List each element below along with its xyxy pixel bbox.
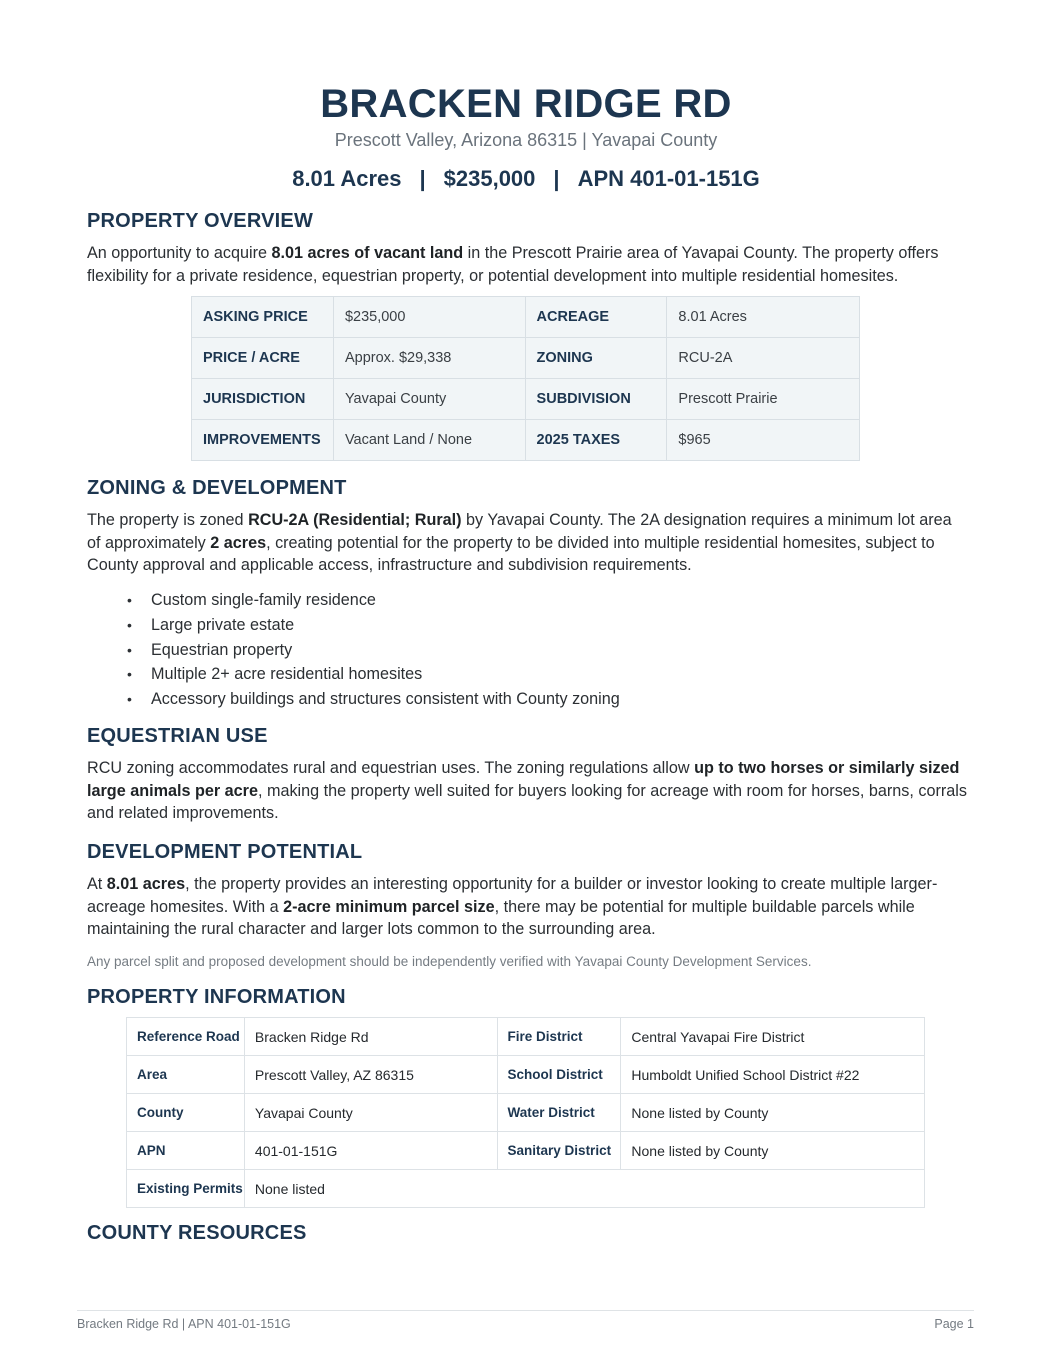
list-item: • Large private estate [127,613,620,638]
section-heading-zoning: ZONING & DEVELOPMENT [87,477,347,499]
property-information-table [126,1017,925,1208]
info-value: Bracken Ridge Rd [244,1018,497,1056]
info-label: Reference Road [127,1018,245,1056]
info-value: Humboldt Unified School District #22 [621,1056,925,1094]
summary-label: 2025 TAXES [525,420,667,461]
info-label: Area [127,1056,245,1094]
section-heading-overview: PROPERTY OVERVIEW [87,210,314,232]
info-value: None listed by County [621,1132,925,1170]
property-summary-table [191,296,860,461]
info-value: Yavapai County [244,1094,497,1132]
table-row [127,1132,925,1170]
summary-label: ZONING [525,338,667,379]
equestrian-paragraph: RCU zoning accommodates rural and equestrian uses. The zoning regulations allow up to two horses or similarly sized large animals per acre, making the property well suited for buyers looking for acreage with room for horses, barns, corrals and related improvements. [87,759,967,822]
list-item: • Accessory buildings and structures consistent with County zoning [127,687,620,712]
section-heading-development: DEVELOPMENT POTENTIAL [87,841,363,863]
footer-divider [77,1310,974,1311]
separator: | [553,166,560,191]
table-row [127,1056,925,1094]
table-row [192,379,860,420]
info-label: County [127,1094,245,1132]
overview-paragraph: An opportunity to acquire 8.01 acres of vacant land in the Prescott Prairie area of Yavapai County. The property offers flexibility for a private residence, equestrian property, or potential development into multiple residential homesites. [87,244,939,285]
info-value: None listed [244,1170,924,1208]
info-value: None listed by County [621,1094,925,1132]
page-subtitle: Prescott Valley, Arizona 86315 | Yavapai County [334,130,718,150]
summary-label: PRICE / ACRE [192,338,334,379]
footer-reference: Bracken Ridge Rd | APN 401-01-151G [77,1317,291,1331]
summary-label: SUBDIVISION [525,379,667,420]
summary-label: ACREAGE [525,297,667,338]
development-note: Any parcel split and proposed development should be independently verified with Yavapai County Development Services. [87,954,812,969]
summary-value: $965 [667,420,860,461]
table-row [127,1170,925,1208]
zoning-paragraph: The property is zoned RCU-2A (Residential; Rural) by Yavapai County. The 2A designation requires a minimum lot area of approximately 2 acres, creating potential for the property to be divided into multiple residential homesites, subject to County approval and applicable access, infrastructure and subdivision requirements. [87,511,952,574]
table-row [127,1094,925,1132]
section-heading-property-info: PROPERTY INFORMATION [87,986,346,1008]
summary-value: $235,000 [333,297,525,338]
key-facts-line [87,166,965,192]
summary-label: ASKING PRICE [192,297,334,338]
table-row [127,1018,925,1056]
summary-value: 8.01 Acres [667,297,860,338]
page-number: Page 1 [934,1317,974,1331]
summary-value: Prescott Prairie [667,379,860,420]
summary-value: Yavapai County [333,379,525,420]
acreage-value: 8.01 Acres [292,166,402,191]
summary-value: Approx. $29,338 [333,338,525,379]
apn-value: APN 401-01-151G [577,166,760,191]
page-title: BRACKEN RIDGE RD [320,82,732,126]
table-row [192,420,860,461]
info-value: Prescott Valley, AZ 86315 [244,1056,497,1094]
list-item: • Equestrian property [127,638,620,663]
info-label: Fire District [497,1018,621,1056]
info-label: APN [127,1132,245,1170]
zoning-uses-list [127,588,620,712]
info-value: Central Yavapai Fire District [621,1018,925,1056]
section-heading-equestrian: EQUESTRIAN USE [87,725,268,747]
table-row [192,338,860,379]
price-value: $235,000 [443,166,536,191]
info-label: Sanitary District [497,1132,621,1170]
summary-label: JURISDICTION [192,379,334,420]
list-item: • Custom single-family residence [127,588,620,613]
info-label: Water District [497,1094,621,1132]
section-heading-county-resources: COUNTY RESOURCES [87,1222,307,1244]
summary-label: IMPROVEMENTS [192,420,334,461]
separator: | [419,166,426,191]
info-label: Existing Permits [127,1170,245,1208]
info-value: 401-01-151G [244,1132,497,1170]
list-item: • Multiple 2+ acre residential homesites [127,662,620,687]
development-paragraph: At 8.01 acres, the property provides an interesting opportunity for a builder or investor looking to create multiple larger-acreage homesites. With a 2-acre minimum parcel size, there may be potential for multiple buildable parcels while maintaining the rural character and larger lots common to the surrounding area. [87,875,938,938]
summary-value: Vacant Land / None [333,420,525,461]
summary-value: RCU-2A [667,338,860,379]
info-label: School District [497,1056,621,1094]
table-row [192,297,860,338]
